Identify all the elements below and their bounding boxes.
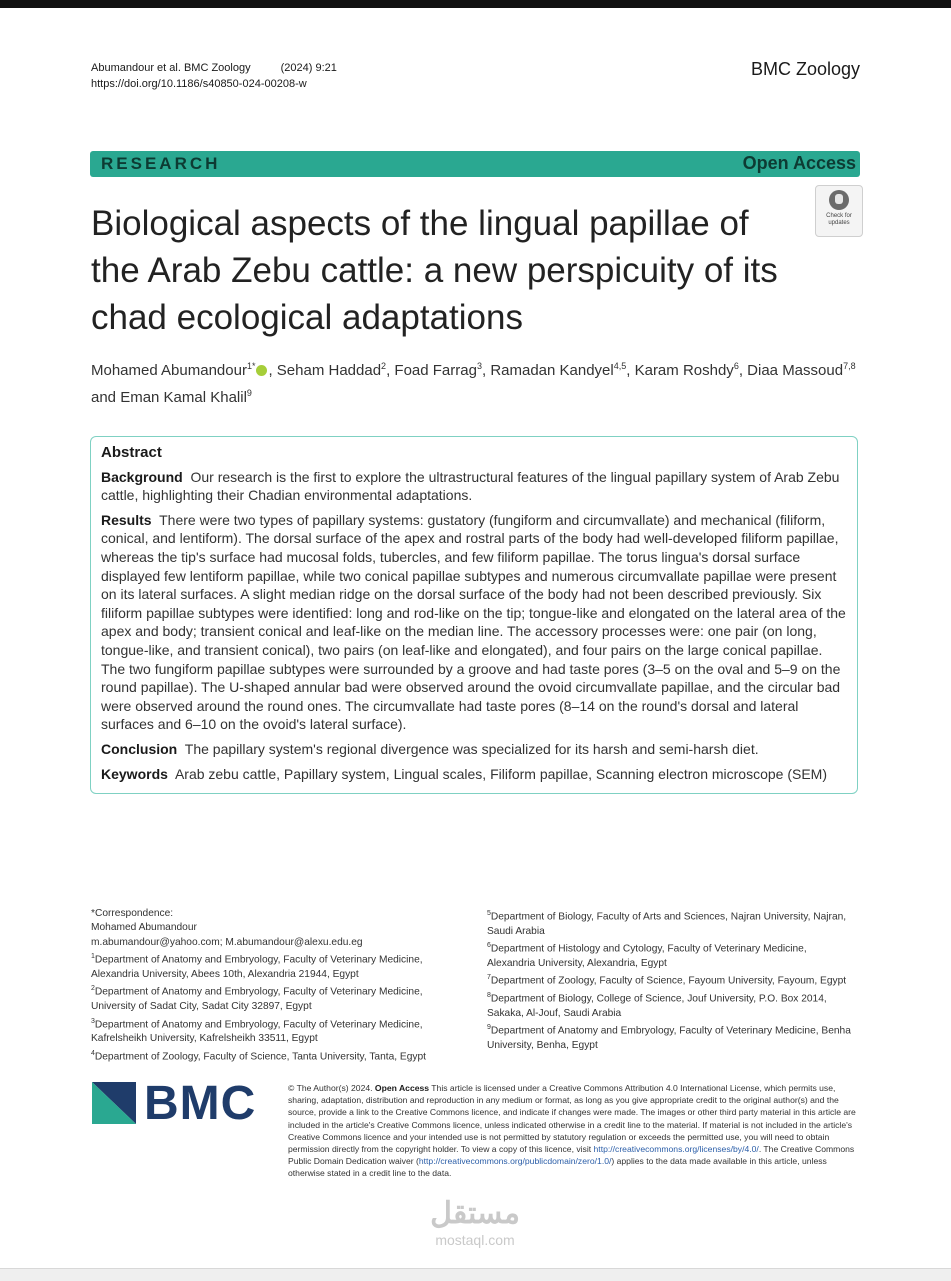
- journal-name: BMC Zoology: [750, 59, 860, 79]
- public-domain-link[interactable]: http://creativecommons.org/publicdomain/zero/1.0/: [418, 1156, 612, 1167]
- author-list: [91, 355, 861, 409]
- affiliation-text: Department of Anatomy and Embryology, Faculty of Veterinary Medicine, Benha University, Benha, Egypt: [487, 1025, 851, 1052]
- affiliation-number: 3: [91, 1017, 95, 1025]
- check-for-updates-badge[interactable]: [815, 185, 863, 237]
- open-access-label: Open Access: [742, 153, 856, 173]
- affiliation-text: Department of Histology and Cytology, Faculty of Veterinary Medicine, Alexandria University, Alexandria, Egypt: [487, 943, 807, 969]
- affiliation-number: 9: [487, 1024, 491, 1032]
- affiliation-number: 8: [487, 992, 491, 1000]
- abstract-conclusion: Conclusion The papillary system's regional divergence was specialized for its harsh and semi-harsh diet.: [101, 740, 759, 757]
- author-affiliation-mark: 4,5: [613, 361, 627, 371]
- author-affiliation-mark: 1*: [246, 361, 256, 371]
- orcid-icon[interactable]: [256, 365, 267, 376]
- citation-authors: Abumandour et al. BMC Zoology: [91, 62, 251, 74]
- article-type-banner: [90, 151, 860, 177]
- author-separator: ,: [268, 362, 277, 379]
- author-name: Diaa Massoud: [747, 362, 844, 379]
- correspondence-emails[interactable]: m.abumandour@yahoo.com; M.abumandour@alexu.edu.eg: [91, 936, 363, 948]
- citation-header: [91, 60, 337, 92]
- affiliation-item: [487, 907, 857, 939]
- abstract-heading: Abstract: [101, 444, 162, 461]
- author-separator: ,: [386, 362, 395, 379]
- watermark-arabic: مستقل: [430, 1197, 520, 1230]
- author-name: Foad Farrag: [394, 362, 477, 379]
- author-affiliation-mark: 3: [476, 361, 482, 371]
- bmc-logo-mark-icon: [92, 1082, 136, 1124]
- abstract-results: Results There were two types of papillary systems: gustatory (fungiform and circumvallate) and mechanical (filiform, conical, and lentiform). The dorsal surface of the apex and rostral parts of the body had well-developed filiform papillae, whereas the tip's surface had mucosal folds, tubercles, and few filiform papillae. The torus lingua's dorsal surface displayed few lentiform papillae, while two conical papillae subtypes and numerous circumvallate papillae were present on its lateral surfaces. A slight median ridge on the dorsal surface of the body had not been described previously. Six filiform papillae subtypes were identified: long and rod-like on the tip; tongue-like and elongated on the lateral area of the apex and body; transient conical and leaf-like on the median line. The accessory processes were: one pair (on long, tongue-like, and transient conical), two pairs (on leaf-like and elongated), and four pairs on the large conical papillae. The two fungiform papillae subtypes were surrounded by a groove and had taste pores (3–5 on the oval and 5–9 on the round papillae). The U-shaped annular bad were observed around the ovoid circumvallate papillae, and the circular bad were observed around the round ones. The circumvallate had taste pores (8–14 on the round's dorsal and lateral surfaces and 6–10 on the ovoid's lateral surface).: [101, 511, 846, 733]
- doi-link[interactable]: https://doi.org/10.1186/s40850-024-00208-w: [91, 78, 307, 90]
- affiliation-text: Department of Anatomy and Embryology, Faculty of Veterinary Medicine, Alexandria University, Abees 10th, Alexandria 21944, Egypt: [91, 954, 423, 981]
- license-text: © The Author(s) 2024. Open Access This article is licensed under a Creative Commons Attribution 4.0 International License, which permits use, sharing, adaptation, distribution and reproduction in any medium or format, as long as you give appropriate credit to the original author(s) and the source, provide a link to the Creative Commons licence, and indicate if changes were made. The images or other third party material in this article are included in the article's Creative Commons licence, unless indicated otherwise in a credit line to the material. If material is not included in the article's Creative Commons licence and your intended use is not permitted by statutory regulation or exceeds the permitted use, you will need to obtain permission directly from the copyright holder. To view a copy of this licence, visit http://creativecommons.org/licenses/by/4.0/. The Creative Commons Public Domain Dedication waiver (http://creativecommons.org/publicdomain/zero/1.0/) applies to the data made available in this article, unless otherwise stated in a credit line to the data.: [288, 1083, 856, 1179]
- abstract-box: [90, 436, 858, 794]
- author-name: Karam Roshdy: [634, 362, 734, 379]
- affiliation-text: Department of Anatomy and Embryology, Faculty of Veterinary Medicine, University of Sadat City, Sadat City 32897, Egypt: [91, 986, 423, 1013]
- author-separator: ,: [626, 362, 635, 379]
- affiliation-item: [487, 971, 857, 989]
- author-separator: ,: [738, 362, 748, 379]
- watermark: [400, 1196, 550, 1248]
- affiliation-text: Department of Biology, College of Science, Jouf University, P.O. Box 2014, Sakaka, Al-Jouf, Saudi Arabia: [487, 993, 827, 1019]
- license-link[interactable]: http://creativecommons.org/licenses/by/4.0/: [593, 1144, 759, 1155]
- affiliation-number: 6: [487, 942, 491, 950]
- affiliation-number: 4: [91, 1049, 95, 1057]
- author-separator: ,: [481, 362, 491, 379]
- check-for-updates-text: Check for updates: [826, 213, 852, 226]
- bmc-logo: [92, 1077, 267, 1130]
- affiliation-number: 7: [487, 974, 491, 982]
- affiliation-item: [487, 939, 857, 971]
- footnotes-left: [91, 907, 451, 1065]
- author-affiliation-mark: 9: [246, 388, 252, 398]
- affiliation-item: [487, 1021, 857, 1053]
- citation-year: (2024) 9:21: [280, 62, 337, 74]
- affiliation-number: 5: [487, 910, 491, 917]
- affiliation-text: Department of Zoology, Faculty of Science, Fayoum University, Fayoum, Egypt: [490, 975, 847, 987]
- author-affiliation-mark: 2: [381, 361, 387, 371]
- author-name: Ramadan Kandyel: [490, 362, 614, 379]
- affiliation-number: 1: [91, 953, 95, 961]
- bmc-logo-text: BMC: [144, 1077, 257, 1130]
- footnotes-right: [487, 907, 857, 1054]
- affiliation-text: Department of Biology, Faculty of Arts and Sciences, Najran University, Najran, Saudi Arabia: [487, 911, 847, 937]
- bottom-edge-bar: [0, 1268, 951, 1281]
- author-name: Mohamed Abumandour: [91, 362, 247, 379]
- author-affiliation-mark: 6: [733, 361, 739, 371]
- correspondence-label: *Correspondence:: [91, 908, 174, 919]
- affiliation-item: [91, 1015, 451, 1047]
- affiliation-item: [91, 982, 451, 1014]
- article-title: Biological aspects of the lingual papillae of the Arab Zebu cattle: a new perspicuity of its chad ecological adaptations: [91, 204, 778, 337]
- author-affiliation-mark: 7,8: [843, 361, 856, 371]
- affiliation-number: 2: [91, 985, 95, 993]
- article-type-label: RESEARCH: [101, 154, 221, 173]
- affiliation-item: [91, 1047, 451, 1065]
- top-edge-bar: [0, 0, 951, 8]
- abstract-background: Background Our research is the first to explore the ultrastructural features of the lingual papillary system of Arab Zebu cattle, highlighting their Chadian environmental adaptations.: [101, 468, 840, 504]
- affiliation-item: [91, 950, 451, 982]
- watermark-url: mostaql.com: [435, 1232, 515, 1248]
- correspondence-name: Mohamed Abumandour: [91, 922, 197, 934]
- bookmark-icon: [829, 190, 849, 210]
- author-name: Seham Haddad: [276, 362, 382, 379]
- affiliation-item: [487, 989, 857, 1021]
- affiliation-text: Department of Anatomy and Embryology, Faculty of Veterinary Medicine, Kafrelsheikh University, Kafrelsheikh 33511, Egypt: [91, 1019, 423, 1045]
- author-name: and Eman Kamal Khalil: [91, 389, 247, 406]
- affiliation-text: Department of Zoology, Faculty of Science, Tanta University, Tanta, Egypt: [94, 1051, 426, 1063]
- abstract-keywords: Keywords Arab zebu cattle, Papillary system, Lingual scales, Filiform papillae, Scanning electron microscope (SEM): [101, 765, 827, 782]
